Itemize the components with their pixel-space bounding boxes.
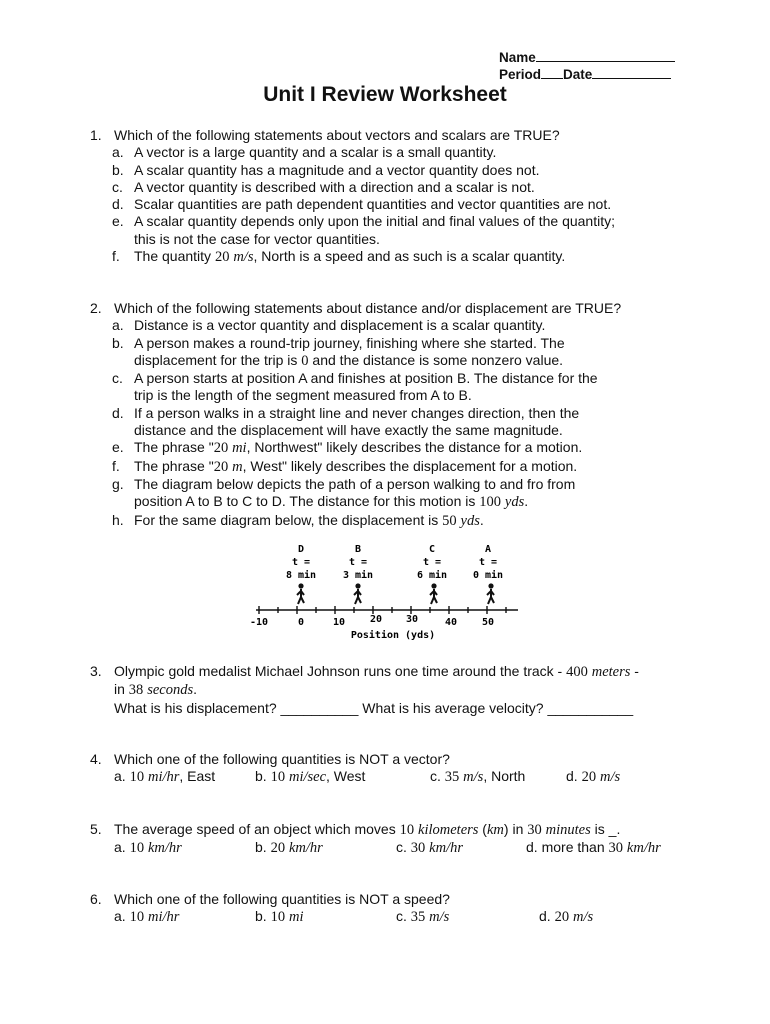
walker-figure-a-icon — [487, 583, 494, 604]
walker-figure-c-icon — [430, 583, 437, 604]
q1-text: Which of the following statements about vectors and scalars are TRUE? — [114, 127, 560, 143]
q4-text: Which one of the following quantities is NOT a vector? — [114, 751, 450, 767]
q5-choice-b[interactable]: b. 20 km/hr — [255, 839, 323, 857]
q2-text: Which of the following statements about distance and/or displacement are TRUE? — [114, 300, 622, 316]
q1-option-b: b. A scalar quantity has a magnitude and a vector quantity does not. — [112, 161, 540, 178]
question-1 — [90, 127, 710, 266]
q4-choice-d[interactable]: d. 20 m/s — [566, 768, 621, 786]
period-date-line — [499, 65, 671, 83]
q1-number: 1. — [90, 127, 102, 143]
question-3: 3. Olympic gold medalist Michael Johnson runs one time around the track - 400 meters - in 38 seconds. What is his displacement? __________ What is his average velocity? ___________ — [90, 663, 639, 716]
question-6: 6. Which one of the following quantities is NOT a speed? a. 10 mi/hr b. 10 mi c. 35 m/s d. 20 m/s — [90, 891, 594, 926]
axis-label: Position (yds) — [350, 630, 436, 641]
date-label: Date — [563, 67, 593, 82]
point-d-time: 8 min — [285, 570, 317, 581]
q2-option-b: b. A person makes a round-trip journey, finishing where she started. The displacement for the trip is 0 and the distance is some nonzero value. — [112, 334, 565, 369]
q3-number: 3. — [90, 663, 102, 679]
q2-option-d: d. If a person walks in a straight line and never changes direction, then the distance and the displacement will have exactly the same magnitude. — [112, 404, 580, 439]
point-a-label: A — [484, 544, 492, 555]
q6-choice-d[interactable]: d. 20 m/s — [539, 908, 594, 926]
q2-option-e: e. The phrase "20 mi, Northwest" likely describes the distance for a motion. — [112, 439, 583, 457]
q2-option-c: c. A person starts at position A and finishes at position B. The distance for the trip is the length of the segment measured from A to B. — [112, 370, 598, 404]
point-d-t: t = — [291, 557, 311, 568]
q2-number: 2. — [90, 300, 102, 316]
point-b-label: B — [354, 544, 362, 555]
name-label: Name — [499, 50, 536, 65]
q3-velocity-question[interactable]: What is his average velocity? ___________ — [362, 699, 634, 716]
point-b-time: 3 min — [342, 570, 374, 581]
tick-label-20: 20 — [369, 614, 383, 625]
point-d-label: D — [297, 544, 305, 555]
point-c-time: 6 min — [416, 570, 448, 581]
tick-label-50: 50 — [481, 617, 495, 628]
date-blank[interactable] — [592, 65, 671, 79]
question-4: 4. Which one of the following quantities is NOT a vector? a. 10 mi/hr, East b. 10 mi/sec, West c. 35 m/s, North d. 20 m/s — [90, 751, 621, 786]
page-title: Unit I Review Worksheet — [263, 83, 507, 106]
period-label: Period — [499, 67, 542, 82]
period-blank[interactable] — [541, 65, 563, 79]
name-blank[interactable] — [536, 48, 675, 62]
q1-option-d: d. Scalar quantities are path dependent quantities and vector quantities are not. — [112, 196, 612, 213]
name-line — [499, 48, 675, 66]
tick-label-30: 30 — [405, 614, 419, 625]
point-a-time: 0 min — [472, 570, 504, 581]
q5-choice-c[interactable]: c. 30 km/hr — [396, 839, 464, 857]
q5-choice-d[interactable]: d. more than 30 km/hr — [526, 839, 661, 857]
q1-option-f: f. The quantity 20 m/s, North is a speed and as such is a scalar quantity. — [112, 248, 566, 266]
q6-choice-b[interactable]: b. 10 mi — [255, 908, 304, 926]
q1-option-c: c. A vector quantity is described with a direction and a scalar is not. — [112, 178, 535, 195]
q4-choice-c[interactable]: c. 35 m/s, North — [430, 768, 526, 786]
tick-label-0: 0 — [297, 617, 305, 628]
q5-choice-a[interactable]: a. 10 km/hr — [114, 839, 182, 857]
q2-option-f: f. The phrase "20 m, West" likely describes the displacement for a motion. — [112, 457, 578, 475]
tick-label-neg10: -10 — [249, 617, 269, 628]
walker-figure-d-icon — [297, 583, 304, 604]
q2-option-h: h. For the same diagram below, the displacement is 50 yds. — [112, 511, 484, 529]
q1-option-a: a. A vector is a large quantity and a scalar is a small quantity. — [112, 144, 497, 161]
q6-choice-a[interactable]: a. 10 mi/hr — [114, 908, 180, 926]
point-c-label: C — [428, 544, 436, 555]
point-b-t: t = — [348, 557, 368, 568]
point-c-t: t = — [422, 557, 442, 568]
q2-option-a: a. Distance is a vector quantity and displacement is a scalar quantity. — [112, 317, 546, 334]
position-diagram — [248, 540, 528, 645]
tick-label-10: 10 — [332, 617, 346, 628]
question-2 — [90, 300, 710, 530]
q6-text: Which one of the following quantities is NOT a speed? — [114, 891, 450, 907]
walker-figure-b-icon — [354, 583, 361, 604]
tick-label-40: 40 — [444, 617, 458, 628]
q2-option-g: g. The diagram below depicts the path of a person walking to and fro from position A to B to C to D. The distance for this motion is 100 yds. — [112, 475, 576, 511]
q5-text: The average speed of an object which moves 10 kilometers (km) in 30 minutes is _. — [114, 821, 621, 838]
q1-option-e: e. A scalar quantity depends only upon the initial and final values of the quantity; this is not the case for vector quantities. — [112, 213, 615, 247]
q4-choice-b[interactable]: b. 10 mi/sec, West — [255, 768, 366, 786]
q6-choice-c[interactable]: c. 35 m/s — [396, 908, 450, 926]
question-5: 5. The average speed of an object which moves 10 kilometers (km) in 30 minutes is _. a. 10 km/hr b. 20 km/hr c. 30 km/hr d. more than 30 km/hr — [90, 821, 661, 857]
q3-displacement-question[interactable]: What is his displacement? __________ — [114, 699, 359, 716]
q4-choice-a[interactable]: a. 10 mi/hr, East — [114, 768, 216, 786]
point-a-t: t = — [478, 557, 498, 568]
